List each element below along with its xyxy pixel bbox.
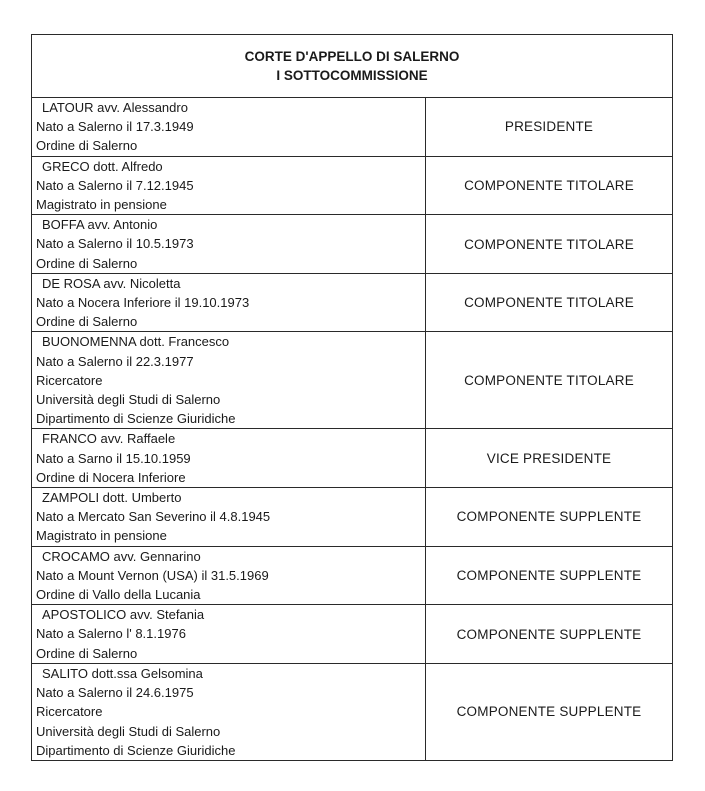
table-row — [32, 488, 672, 547]
member-detail: Ordine di Salerno — [36, 645, 138, 661]
member-role: COMPONENTE SUPPLENTE — [456, 704, 642, 720]
member-role: COMPONENTE TITOLARE — [464, 236, 634, 252]
member-detail: Università degli Studi di Salerno — [36, 392, 221, 408]
member-info — [32, 664, 426, 760]
member-info — [32, 274, 426, 332]
member-detail: Università degli Studi di Salerno — [36, 723, 221, 739]
member-role: COMPONENTE TITOLARE — [464, 177, 634, 193]
member-info — [32, 332, 426, 428]
member-name: APOSTOLICO avv. Stefania — [42, 607, 205, 623]
member-name: SALITO dott.ssa Gelsomina — [42, 665, 203, 681]
member-name: LATOUR avv. Alessandro — [42, 100, 188, 115]
member-name: GRECO dott. Alfredo — [42, 158, 163, 174]
member-rows — [32, 98, 672, 760]
member-role: PRESIDENTE — [504, 119, 594, 135]
member-detail: Magistrato in pensione — [36, 528, 167, 544]
member-info — [32, 215, 426, 273]
member-info — [32, 488, 426, 546]
member-detail: Ricercatore — [36, 704, 103, 720]
member-role: COMPONENTE SUPPLENTE — [456, 567, 642, 583]
member-detail: Nato a Salerno l' 8.1.1976 — [36, 626, 186, 642]
table-row — [32, 274, 672, 333]
member-name: BOFFA avv. Antonio — [42, 217, 158, 233]
member-info — [32, 157, 426, 215]
member-info — [32, 547, 426, 605]
member-detail: Dipartimento di Scienze Giuridiche — [36, 742, 236, 758]
member-role: COMPONENTE TITOLARE — [464, 295, 634, 311]
member-detail: Nato a Salerno il 17.3.1949 — [36, 119, 194, 135]
member-detail: Ordine di Salerno — [36, 138, 138, 154]
subcommission-title: I SOTTOCOMMISSIONE — [276, 68, 428, 83]
member-detail: Ordine di Vallo della Lucania — [36, 587, 201, 603]
member-detail: Dipartimento di Scienze Giuridiche — [36, 411, 236, 427]
member-info — [32, 429, 426, 487]
member-role: COMPONENTE TITOLARE — [464, 372, 634, 388]
member-detail: Nato a Nocera Inferiore il 19.10.1973 — [36, 295, 250, 311]
court-title: CORTE D'APPELLO DI SALERNO — [244, 49, 460, 64]
member-detail: Nato a Sarno il 15.10.1959 — [36, 450, 191, 466]
member-detail: Ordine di Salerno — [36, 255, 138, 271]
member-name: ZAMPOLI dott. Umberto — [42, 490, 182, 506]
member-role: VICE PRESIDENTE — [486, 450, 612, 466]
table-row — [32, 605, 672, 664]
member-info — [32, 605, 426, 663]
member-detail: Ricercatore — [36, 372, 103, 388]
member-detail: Ordine di Salerno — [36, 314, 138, 330]
member-detail: Nato a Salerno il 24.6.1975 — [36, 685, 194, 701]
table-header — [32, 35, 672, 98]
member-detail: Nato a Salerno il 7.12.1945 — [36, 177, 194, 193]
table-row — [32, 332, 672, 429]
member-name: FRANCO avv. Raffaele — [42, 431, 176, 447]
table-row — [32, 157, 672, 216]
member-name: BUONOMENNA dott. Francesco — [42, 334, 230, 350]
member-role: COMPONENTE SUPPLENTE — [456, 626, 642, 642]
table-row — [32, 547, 672, 606]
table-row — [32, 429, 672, 488]
member-detail: Nato a Mount Vernon (USA) il 31.5.1969 — [36, 567, 269, 583]
member-detail: Ordine di Nocera Inferiore — [36, 469, 186, 485]
member-name: CROCAMO avv. Gennarino — [42, 548, 201, 564]
member-detail: Nato a Salerno il 22.3.1977 — [36, 353, 194, 369]
member-detail: Nato a Salerno il 10.5.1973 — [36, 236, 194, 252]
member-detail: Nato a Mercato San Severino il 4.8.1945 — [36, 509, 271, 525]
member-role: COMPONENTE SUPPLENTE — [456, 509, 642, 525]
table-row — [32, 664, 672, 760]
member-detail: Magistrato in pensione — [36, 197, 167, 213]
table-row — [32, 215, 672, 274]
member-info — [32, 98, 426, 156]
commission-table — [31, 34, 673, 761]
member-name: DE ROSA avv. Nicoletta — [42, 275, 181, 291]
table-row — [32, 98, 672, 157]
